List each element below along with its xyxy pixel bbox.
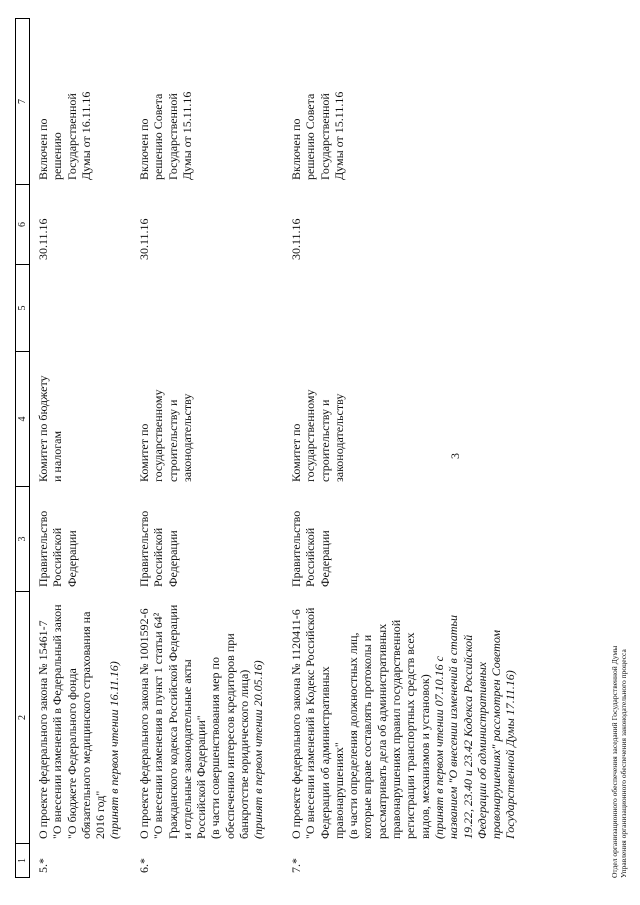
responsible-committee	[289, 355, 346, 482]
column-header-3: 3	[16, 486, 29, 591]
column-header-1: 1	[16, 843, 29, 877]
bill-description-line: (принят в первом чтении 16.11.16)	[107, 661, 122, 839]
row-number: 5.*	[36, 858, 50, 873]
column-header-2: 2	[16, 591, 29, 843]
bill-description-line: банкротстве юридического лица)	[237, 669, 252, 839]
initiator-line: Федерации	[317, 530, 332, 587]
bill-description-line: 2016 год"	[93, 790, 108, 839]
responsible-committee-line: Комитет по	[137, 423, 151, 482]
inclusion-basis-line: решению	[50, 132, 65, 180]
inclusion-basis-line: решению Совета	[151, 93, 166, 180]
bill-description-line: 19.22, 23.40 и 23.42 Кодекса Российской	[460, 634, 475, 839]
initiator	[137, 490, 180, 587]
column-header-4: 4	[16, 351, 29, 486]
bill-description	[137, 595, 266, 839]
inclusion-basis-line: Думы от 15.11.16	[331, 91, 346, 180]
column-header-7: 7	[17, 99, 28, 104]
bill-description-line: правонарушениях" рассмотрен Советом	[489, 629, 504, 839]
initiator-line: Правительство	[36, 510, 50, 587]
initiator-line: Правительство	[289, 510, 303, 587]
bill-description	[36, 595, 122, 839]
responsible-committee	[137, 355, 194, 482]
initiator-line: Федерации	[64, 530, 79, 587]
inclusion-basis	[289, 23, 346, 180]
page-number: 3	[448, 453, 462, 459]
initiator-line: Российской	[50, 527, 65, 587]
bill-description-line: О проекте федерального закона № 1120411-6	[289, 609, 303, 839]
bill-description-line: Федерации об административных	[474, 661, 489, 839]
column-header-5: 5	[16, 264, 29, 351]
responsible-committee-line: строительству и	[317, 399, 332, 482]
column-header-6: 6	[16, 184, 29, 264]
bill-description-line: "О внесении изменений в Кодекс Российской	[303, 607, 318, 839]
inclusion-basis	[137, 23, 194, 180]
bill-description-line: О проекте федерального закона № 1001592-6	[137, 608, 151, 839]
bill-description-line: (в части определения должностных лиц,	[346, 632, 361, 839]
bill-description-line: "О бюджете Федерального фонда	[64, 668, 79, 839]
responsible-committee-line: Комитет по бюджету	[36, 375, 50, 482]
consideration-date: 30.11.16	[36, 218, 50, 260]
inclusion-basis-line: Включен по	[289, 118, 303, 180]
bill-description-line: которые вправе составлять протоколы и	[360, 634, 375, 839]
responsible-committee-line: законодательству	[179, 393, 194, 482]
consideration-date: 30.11.16	[137, 218, 151, 260]
consideration-date: 30.11.16	[289, 218, 303, 260]
bill-description-line: рассматривать дела об административных	[374, 623, 389, 839]
initiator-line: Правительство	[137, 510, 151, 587]
initiator	[36, 490, 79, 587]
responsible-committee-line: государственному	[151, 389, 166, 482]
inclusion-basis-line: решению Совета	[303, 93, 318, 180]
bill-description-line: обязательного медицинского страхования на	[78, 611, 93, 839]
bill-description-line: обеспечению интересов кредиторов при	[222, 633, 237, 839]
initiator-line: Федерации	[165, 530, 180, 587]
bill-description-line: и отдельные законодательные акты	[179, 659, 194, 839]
responsible-committee-line: законодательству	[331, 393, 346, 482]
bill-description-line: "О внесении изменения в пункт 1 статьи 64²	[151, 612, 166, 839]
inclusion-basis-line: Государственной	[165, 93, 180, 180]
bill-description-line: "О внесении изменений в Федеральный закон	[50, 604, 65, 839]
responsible-committee-line: и налогам	[50, 430, 65, 482]
bill-description-line: Федерации об административных	[317, 666, 332, 839]
inclusion-basis-line: Включен по	[137, 118, 151, 180]
bill-description-line: О проекте федерального закона № 15461-7	[36, 620, 50, 839]
responsible-committee-line: строительству и	[165, 399, 180, 482]
inclusion-basis-line: Думы от 16.11.16	[78, 91, 93, 180]
bill-description-line: (принят в первом чтении 20.05.16)	[251, 660, 266, 839]
inclusion-basis-line: Включен по	[36, 118, 50, 180]
responsible-committee-line: государственному	[303, 389, 318, 482]
bill-description-line: регистрации транспортных средств всех	[403, 632, 418, 839]
bill-description-line: названием "О внесении изменений в статьи	[446, 615, 461, 839]
bill-description-line: (в части совершенствования мер по	[208, 657, 223, 839]
bill-description-line: (принят в первом чтении 07.10.16 с	[431, 656, 446, 839]
bill-description-line: Российской Федерации"	[194, 715, 209, 839]
bill-description-line: Гражданского кодекса Российской Федерации	[165, 604, 180, 839]
inclusion-basis-line: Государственной	[64, 93, 79, 180]
row-number: 6.*	[137, 858, 151, 873]
bill-description	[289, 595, 518, 839]
column-number-header	[15, 18, 30, 878]
bill-description-line: правонарушениях"	[331, 742, 346, 839]
inclusion-basis-line: Думы от 15.11.16	[179, 91, 194, 180]
inclusion-basis-line: Государственной	[317, 93, 332, 180]
bill-description-line: Государственной Думы 17.11.16)	[503, 670, 518, 839]
footer-line-department: Отдел организационного обеспечения заседаний Государственной Думы	[610, 645, 619, 878]
inclusion-basis	[36, 23, 93, 180]
initiator	[289, 490, 332, 587]
bill-description-line: видов, механизмов и установок)	[417, 674, 432, 839]
footer-line-directorate: Управления организационного обеспечения законодательного процесса	[619, 649, 628, 878]
initiator-line: Российской	[303, 527, 318, 587]
initiator-line: Российской	[151, 527, 166, 587]
responsible-committee	[36, 355, 65, 482]
bill-description-line: правонарушениях правил государственной	[389, 619, 404, 839]
row-number: 7.*	[289, 858, 303, 873]
responsible-committee-line: Комитет по	[289, 423, 303, 482]
document-footer	[610, 646, 628, 878]
